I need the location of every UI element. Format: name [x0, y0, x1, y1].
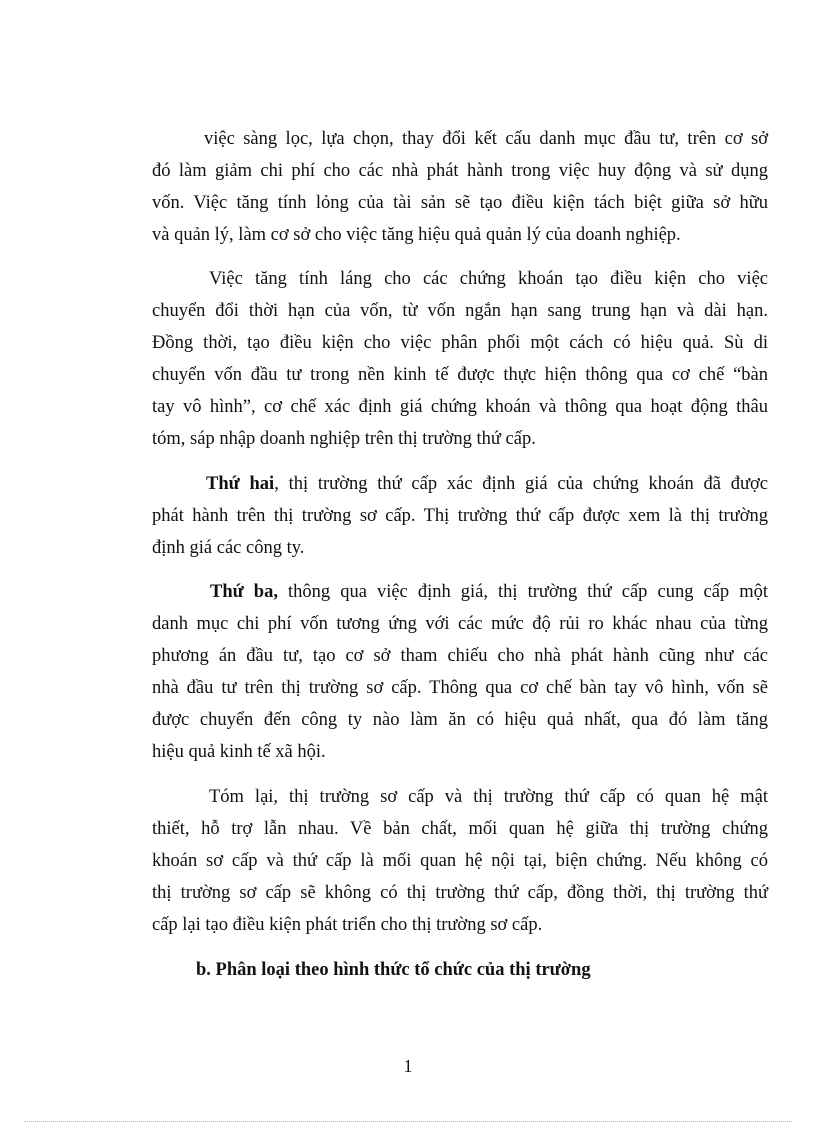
- paragraph-line: danh mục chi phí vốn tương ứng với các mức độ rủi ro khác nhau của từng: [152, 614, 768, 634]
- paragraph-line: và quản lý, làm cơ sở cho việc tăng hiệu quả quản lý của doanh nghiệp.: [152, 225, 681, 245]
- page-boundary-line: [24, 1121, 792, 1122]
- paragraph-line: chuyển vốn đầu tư trong nền kinh tế được thực hiện thông qua cơ chế “bàn: [152, 365, 768, 385]
- paragraph-line: chuyển đổi thời hạn của vốn, từ vốn ngắn hạn sang trung hạn và dài hạn.: [152, 301, 768, 321]
- paragraph-line: nhà đầu tư trên thị trường sơ cấp. Thông qua cơ chế bàn tay vô hình, vốn sẽ: [152, 678, 768, 698]
- paragraph-line: khoán sơ cấp và thứ cấp là mối quan hệ nội tại, biện chứng. Nếu không có: [152, 851, 768, 871]
- paragraph-line: phát hành trên thị trường sơ cấp. Thị trường thứ cấp được xem là thị trường: [152, 506, 768, 526]
- paragraph-line: Đồng thời, tạo điều kiện cho việc phân phối một cách có hiệu quả. Sù di: [152, 333, 768, 353]
- paragraph-line: phương án đầu tư, tạo cơ sở tham chiếu cho nhà phát hành cũng như các: [152, 646, 768, 666]
- paragraph-line: đó làm giảm chi phí cho các nhà phát hành trong việc huy động và sử dụng: [152, 161, 768, 181]
- paragraph-line: Việc tăng tính láng cho các chứng khoán tạo điều kiện cho việc: [209, 269, 768, 289]
- paragraph-line: [210, 581, 768, 603]
- paragraph-line: thị trường sơ cấp sẽ không có thị trường thứ cấp, đồng thời, thị trường thứ: [152, 883, 768, 903]
- paragraph-line: Tóm lại, thị trường sơ cấp và thị trường thứ cấp có quan hệ mật: [209, 787, 768, 807]
- paragraph-line: cấp lại tạo điều kiện phát triển cho thị trường sơ cấp.: [152, 915, 543, 935]
- paragraph-line-text: thông qua việc định giá, thị trường thứ cấp cung cấp một: [277, 582, 768, 602]
- page-number: 1: [403, 1056, 413, 1076]
- emphasis-lead: Thứ ba,: [210, 582, 278, 602]
- paragraph-line-text: , thị trường thứ cấp xác định giá của chứng khoán đã được: [274, 474, 768, 494]
- paragraph-line: hiệu quả kinh tế xã hội.: [152, 742, 326, 762]
- paragraph-line: tay vô hình”, cơ chế xác định giá chứng khoán và thông qua hoạt động thâu: [152, 397, 768, 417]
- section-heading: b. Phân loại theo hình thức tổ chức của thị trường: [196, 960, 591, 980]
- paragraph-line: thiết, hỗ trợ lẫn nhau. Về bản chất, mối quan hệ giữa thị trường chứng: [152, 819, 768, 839]
- emphasis-lead: Thứ hai: [206, 474, 275, 494]
- paragraph-line: việc sàng lọc, lựa chọn, thay đổi kết cấu danh mục đầu tư, trên cơ sở: [204, 129, 768, 149]
- paragraph-line: được chuyển đến công ty nào làm ăn có hiệu quả nhất, qua đó làm tăng: [152, 710, 768, 730]
- paragraph-line: vốn. Việc tăng tính lỏng của tài sản sẽ tạo điều kiện tách biệt giữa sở hữu: [152, 193, 768, 213]
- paragraph-line: định giá các công ty.: [152, 538, 305, 558]
- paragraph-line: [206, 473, 768, 495]
- paragraph-line: tóm, sáp nhập doanh nghiệp trên thị trường thứ cấp.: [152, 429, 536, 449]
